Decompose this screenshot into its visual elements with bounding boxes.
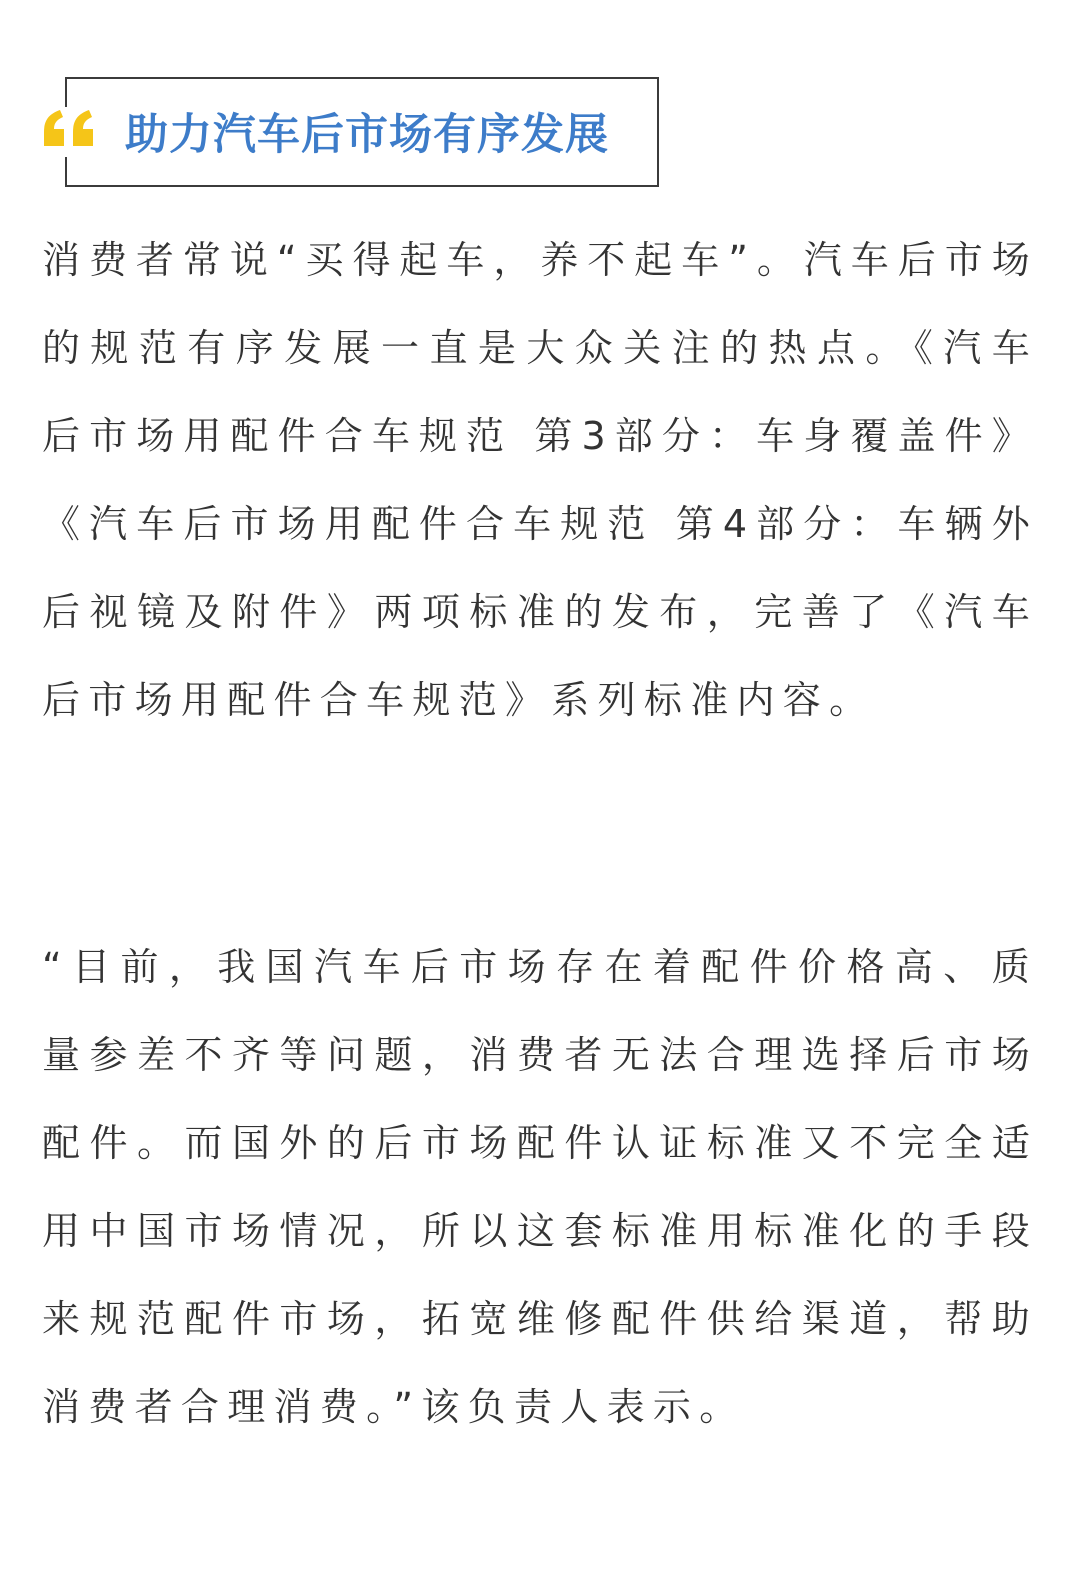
quote-open-icon <box>40 100 100 160</box>
section-title: 助力汽车后市场有序发展 <box>125 110 609 160</box>
article-paragraph-2: “目前，我国汽车后市场存在着配件价格高、质量参差不齐等问题，消费者无法合理选择后市场配件。而国外的后市场配件认证标准又不完全适用中国市场情况，所以这套标准用标准化的手段来规范配件市场，拓宽维修配件供给渠道，帮助消费者合理消费。”该负责人表示。 <box>42 945 1038 1429</box>
article-paragraph-1: 消费者常说“买得起车，养不起车”。汽车后市场的规范有序发展一直是大众关注的热点。《汽车后市场用配件合车规范 第3部分：车身覆盖件》《汽车后市场用配件合车规范 第4部分：车辆外后视镜及附件》两项标准的发布，完善了《汽车后市场用配件合车规范》系列标准内容。 <box>42 238 1038 722</box>
frame-left-tick-bottom <box>65 157 67 187</box>
